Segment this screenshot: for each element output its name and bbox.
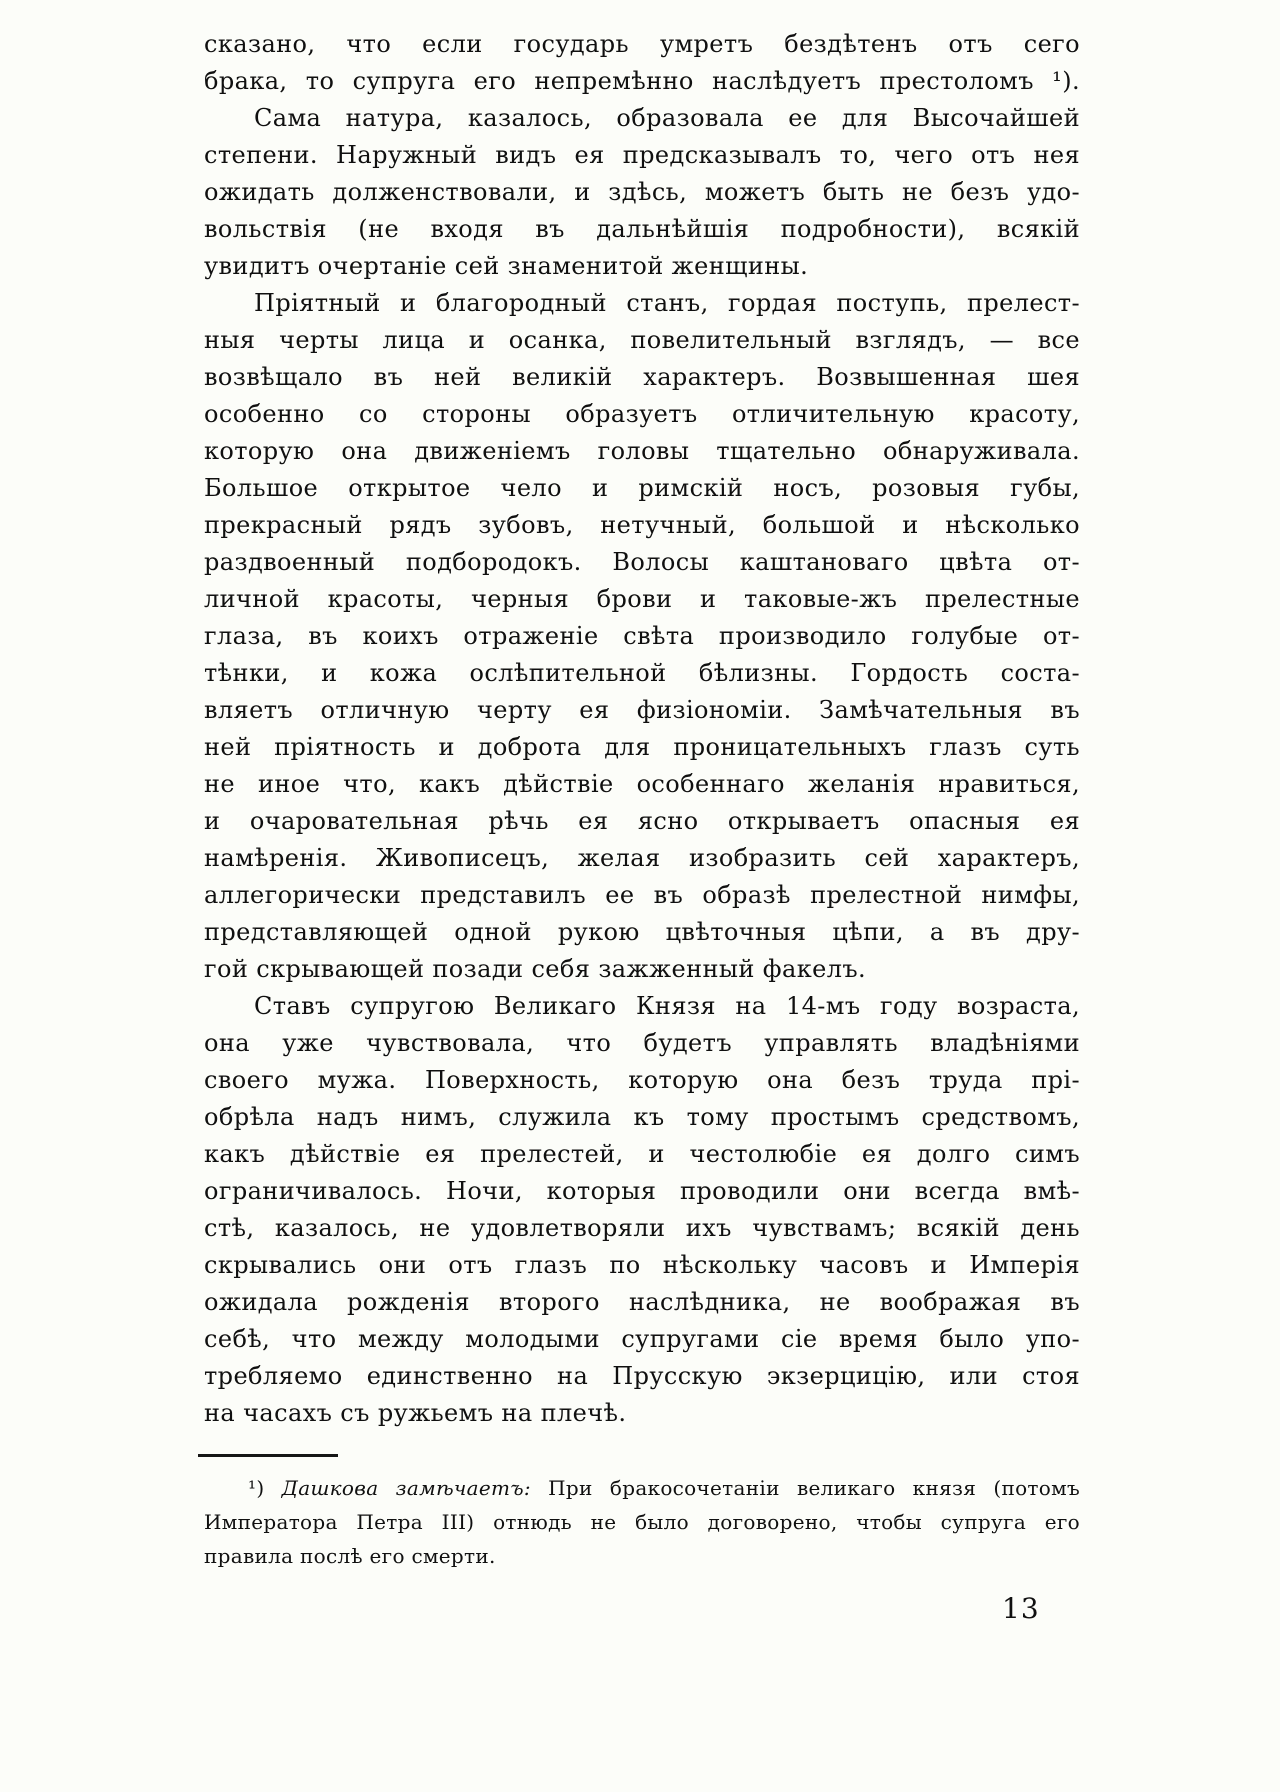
text-line: раздвоенный подбородокъ. Волосы каштановаго цвѣта от-	[204, 548, 1080, 576]
text-line: Большое открытое чело и римскій носъ, розовыя губы,	[204, 474, 1080, 502]
text-line: и очаровательная рѣчь ея ясно открываетъ опасныя ея	[204, 807, 1080, 835]
footnote	[204, 1454, 1080, 1573]
paragraph	[204, 988, 1080, 1432]
text-line: ограничивалось. Ночи, которыя проводили они всегда вмѣ-	[204, 1177, 1080, 1205]
text-line: ожидала рожденія второго наслѣдника, не воображая въ	[204, 1288, 1080, 1316]
paragraph	[204, 26, 1080, 100]
footnote-separator	[198, 1454, 338, 1457]
text-line: глаза, въ коихъ отраженіе свѣта производило голубые от-	[204, 622, 1080, 650]
text-line: степени. Наружный видъ ея предсказывалъ то, чего отъ нея	[204, 141, 1080, 169]
text-line: прекрасный рядъ зубовъ, нетучный, большой и нѣсколько	[204, 511, 1080, 539]
footnote-lead-italic: Дашкова замѣчаетъ:	[281, 1476, 531, 1500]
text-line: увидитъ очертаніе сей знаменитой женщины.	[204, 252, 809, 280]
footnote-marker: ¹)	[248, 1476, 282, 1500]
text-line: какъ дѣйствіе ея прелестей, и честолюбіе ея долго симъ	[204, 1140, 1080, 1168]
text-line: особенно со стороны образуетъ отличительную красоту,	[204, 400, 1080, 428]
paragraph	[204, 285, 1080, 988]
text-line: на часахъ съ ружьемъ на плечѣ.	[204, 1399, 627, 1427]
paragraph	[204, 100, 1080, 285]
text-line: которую она движеніемъ головы тщательно обнаруживала.	[204, 437, 1080, 465]
page-text	[204, 26, 1080, 1573]
text-line: себѣ, что между молодыми супругами сіе время было упо-	[204, 1325, 1080, 1353]
text-line: требляемо единственно на Прусскую экзерцицію, или стоя	[204, 1362, 1080, 1390]
text-line: личной красоты, черныя брови и таковые-жъ прелестные	[204, 585, 1080, 613]
text-line: не иное что, какъ дѣйствіе особеннаго желанія нравиться,	[204, 770, 1080, 798]
text-line: ней пріятность и доброта для проницательныхъ глазъ суть	[204, 733, 1080, 761]
text-line: намѣренія. Живописецъ, желая изобразить сей характеръ,	[204, 844, 1080, 872]
text-line: брака, то супруга его непремѣнно наслѣдуетъ престоломъ ¹).	[204, 67, 1080, 95]
text-line: Пріятный и благородный станъ, гордая поступь, прелест-	[254, 289, 1080, 317]
text-line: вольствія (не входя въ дальнѣйшія подробности), всякій	[204, 215, 1080, 243]
footnote-line: Императора Петра III) отнюдь не было договорено, чтобы супруга его	[204, 1510, 1080, 1534]
text-line: сказано, что если государь умретъ бездѣтенъ отъ сего	[204, 30, 1080, 58]
text-line: стѣ, казалось, не удовлетворяли ихъ чувствамъ; всякій день	[204, 1214, 1080, 1242]
text-line: возвѣщало въ ней великій характеръ. Возвышенная шея	[204, 363, 1080, 391]
text-line: ныя черты лица и осанка, повелительный взглядъ, — все	[204, 326, 1080, 354]
page-number: 13	[1002, 1592, 1040, 1625]
footnote-text: При бракосочетаніи великаго князя (потомъ	[530, 1476, 1080, 1500]
text-line: гой скрывающей позади себя зажженный факелъ.	[204, 955, 867, 983]
footnote-line: правила послѣ его смерти.	[204, 1544, 496, 1568]
text-line: обрѣла надъ нимъ, служила къ тому простымъ средствомъ,	[204, 1103, 1080, 1131]
text-line: тѣнки, и кожа ослѣпительной бѣлизны. Гордость соста-	[204, 659, 1080, 687]
text-line: Ставъ супругою Великаго Князя на 14-мъ году возраста,	[254, 992, 1080, 1020]
text-line: Сама натура, казалось, образовала ее для Высочайшей	[254, 104, 1080, 132]
text-line: скрывались они отъ глазъ по нѣскольку часовъ и Имперія	[204, 1251, 1080, 1279]
text-line: аллегорически представилъ ее въ образѣ прелестной нимфы,	[204, 881, 1080, 909]
text-line: представляющей одной рукою цвѣточныя цѣпи, а въ дру-	[204, 918, 1080, 946]
text-line: своего мужа. Поверхность, которую она безъ труда прі-	[204, 1066, 1080, 1094]
text-line: она уже чувствовала, что будетъ управлять владѣніями	[204, 1029, 1080, 1057]
footnote-line	[204, 1471, 1080, 1505]
text-line: вляетъ отличную черту ея физіономіи. Замѣчательныя въ	[204, 696, 1080, 724]
text-line: ожидать долженствовали, и здѣсь, можетъ быть не безъ удо-	[204, 178, 1080, 206]
